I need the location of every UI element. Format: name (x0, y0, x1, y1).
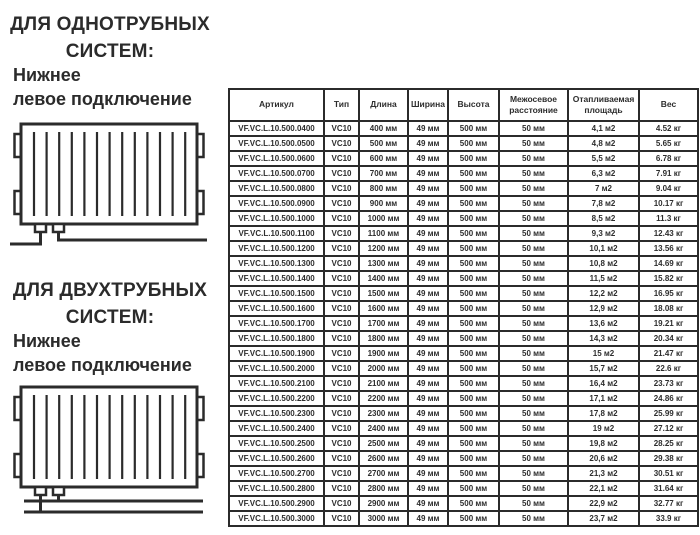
table-row (229, 196, 698, 211)
cell-width: 49 мм (408, 331, 448, 346)
cell-type: VC10 (324, 391, 359, 406)
table-row (229, 211, 698, 226)
cell-article: VF.VC.L.10.500.2900 (229, 496, 324, 511)
cell-width: 49 мм (408, 211, 448, 226)
table-row (229, 511, 698, 526)
cell-heated_area: 19 м2 (568, 421, 639, 436)
cell-length: 2900 мм (359, 496, 408, 511)
table-row (229, 166, 698, 181)
table-row (229, 136, 698, 151)
cell-width: 49 мм (408, 181, 448, 196)
cell-height: 500 мм (448, 271, 499, 286)
radiator-single-pipe-diagram (10, 119, 208, 253)
cell-type: VC10 (324, 181, 359, 196)
cell-weight: 21.47 кг (639, 346, 698, 361)
cell-heated_area: 12,2 м2 (568, 286, 639, 301)
radiator-two-pipe-icon (10, 382, 208, 516)
cell-length: 1200 мм (359, 241, 408, 256)
cell-width: 49 мм (408, 121, 448, 136)
cell-height: 500 мм (448, 196, 499, 211)
cell-height: 500 мм (448, 376, 499, 391)
cell-length: 1900 мм (359, 346, 408, 361)
cell-width: 49 мм (408, 301, 448, 316)
cell-weight: 14.69 кг (639, 256, 698, 271)
cell-type: VC10 (324, 166, 359, 181)
cell-axle_distance: 50 мм (499, 241, 568, 256)
cell-width: 49 мм (408, 466, 448, 481)
table-row (229, 421, 698, 436)
cell-length: 1800 мм (359, 331, 408, 346)
cell-weight: 16.95 кг (639, 286, 698, 301)
cell-type: VC10 (324, 436, 359, 451)
cell-axle_distance: 50 мм (499, 406, 568, 421)
cell-axle_distance: 50 мм (499, 436, 568, 451)
cell-length: 500 мм (359, 136, 408, 151)
cell-length: 1000 мм (359, 211, 408, 226)
cell-width: 49 мм (408, 196, 448, 211)
table-row (229, 391, 698, 406)
two-pipe-section-title (4, 278, 216, 332)
cell-length: 2300 мм (359, 406, 408, 421)
cell-type: VC10 (324, 121, 359, 136)
cell-axle_distance: 50 мм (499, 151, 568, 166)
cell-width: 49 мм (408, 166, 448, 181)
cell-type: VC10 (324, 466, 359, 481)
cell-type: VC10 (324, 331, 359, 346)
cell-axle_distance: 50 мм (499, 316, 568, 331)
cell-type: VC10 (324, 196, 359, 211)
cell-axle_distance: 50 мм (499, 121, 568, 136)
cell-heated_area: 7,8 м2 (568, 196, 639, 211)
cell-axle_distance: 50 мм (499, 196, 568, 211)
cell-type: VC10 (324, 136, 359, 151)
cell-article: VF.VC.L.10.500.1600 (229, 301, 324, 316)
cell-axle_distance: 50 мм (499, 286, 568, 301)
cell-article: VF.VC.L.10.500.1900 (229, 346, 324, 361)
two-pipe-title-line1: ДЛЯ ДВУХТРУБНЫХ (12, 280, 208, 301)
cell-width: 49 мм (408, 226, 448, 241)
cell-height: 500 мм (448, 421, 499, 436)
cell-article: VF.VC.L.10.500.2600 (229, 451, 324, 466)
cell-heated_area: 9,3 м2 (568, 226, 639, 241)
column-header-length: Длина (359, 89, 408, 121)
single-pipe-subtitle-line2: левое подключение (13, 88, 192, 109)
cell-type: VC10 (324, 421, 359, 436)
cell-article: VF.VC.L.10.500.3000 (229, 511, 324, 526)
cell-article: VF.VC.L.10.500.2800 (229, 481, 324, 496)
cell-heated_area: 19,8 м2 (568, 436, 639, 451)
cell-type: VC10 (324, 406, 359, 421)
cell-article: VF.VC.L.10.500.0400 (229, 121, 324, 136)
cell-type: VC10 (324, 226, 359, 241)
cell-article: VF.VC.L.10.500.0900 (229, 196, 324, 211)
cell-length: 2600 мм (359, 451, 408, 466)
cell-width: 49 мм (408, 481, 448, 496)
cell-height: 500 мм (448, 316, 499, 331)
cell-weight: 29.38 кг (639, 451, 698, 466)
cell-axle_distance: 50 мм (499, 481, 568, 496)
cell-article: VF.VC.L.10.500.1400 (229, 271, 324, 286)
column-header-weight: Вес (639, 89, 698, 121)
cell-heated_area: 21,3 м2 (568, 466, 639, 481)
cell-height: 500 мм (448, 181, 499, 196)
cell-heated_area: 15 м2 (568, 346, 639, 361)
cell-weight: 32.77 кг (639, 496, 698, 511)
cell-weight: 11.3 кг (639, 211, 698, 226)
cell-type: VC10 (324, 256, 359, 271)
cell-width: 49 мм (408, 256, 448, 271)
cell-article: VF.VC.L.10.500.0700 (229, 166, 324, 181)
cell-length: 1100 мм (359, 226, 408, 241)
cell-heated_area: 16,4 м2 (568, 376, 639, 391)
column-header-axle_distance: Межосевое расстояние (499, 89, 568, 121)
cell-height: 500 мм (448, 226, 499, 241)
column-header-height: Высота (448, 89, 499, 121)
cell-weight: 24.86 кг (639, 391, 698, 406)
table-row (229, 331, 698, 346)
cell-type: VC10 (324, 496, 359, 511)
cell-heated_area: 7 м2 (568, 181, 639, 196)
cell-weight: 30.51 кг (639, 466, 698, 481)
cell-height: 500 мм (448, 256, 499, 271)
cell-axle_distance: 50 мм (499, 451, 568, 466)
column-header-type: Тип (324, 89, 359, 121)
cell-article: VF.VC.L.10.500.2500 (229, 436, 324, 451)
cell-type: VC10 (324, 286, 359, 301)
cell-width: 49 мм (408, 391, 448, 406)
cell-axle_distance: 50 мм (499, 166, 568, 181)
cell-weight: 20.34 кг (639, 331, 698, 346)
cell-height: 500 мм (448, 301, 499, 316)
cell-type: VC10 (324, 151, 359, 166)
cell-heated_area: 15,7 м2 (568, 361, 639, 376)
cell-weight: 7.91 кг (639, 166, 698, 181)
single-pipe-title-line1: ДЛЯ ОДНОТРУБНЫХ (10, 14, 210, 35)
cell-length: 3000 мм (359, 511, 408, 526)
cell-axle_distance: 50 мм (499, 361, 568, 376)
column-header-article: Артикул (229, 89, 324, 121)
cell-length: 600 мм (359, 151, 408, 166)
cell-length: 1700 мм (359, 316, 408, 331)
cell-heated_area: 23,7 м2 (568, 511, 639, 526)
cell-weight: 33.9 кг (639, 511, 698, 526)
cell-width: 49 мм (408, 316, 448, 331)
cell-weight: 6.78 кг (639, 151, 698, 166)
cell-type: VC10 (324, 376, 359, 391)
cell-length: 2400 мм (359, 421, 408, 436)
cell-height: 500 мм (448, 136, 499, 151)
cell-heated_area: 14,3 м2 (568, 331, 639, 346)
cell-weight: 10.17 кг (639, 196, 698, 211)
table-row (229, 121, 698, 136)
cell-width: 49 мм (408, 271, 448, 286)
cell-axle_distance: 50 мм (499, 181, 568, 196)
single-pipe-section-title (4, 12, 216, 66)
cell-weight: 4.52 кг (639, 121, 698, 136)
cell-axle_distance: 50 мм (499, 211, 568, 226)
cell-article: VF.VC.L.10.500.1800 (229, 331, 324, 346)
cell-width: 49 мм (408, 346, 448, 361)
cell-width: 49 мм (408, 496, 448, 511)
cell-width: 49 мм (408, 421, 448, 436)
cell-axle_distance: 50 мм (499, 136, 568, 151)
cell-article: VF.VC.L.10.500.2200 (229, 391, 324, 406)
cell-length: 900 мм (359, 196, 408, 211)
two-pipe-subtitle-line1: Нижнее (13, 331, 81, 351)
cell-weight: 27.12 кг (639, 421, 698, 436)
cell-height: 500 мм (448, 121, 499, 136)
cell-weight: 25.99 кг (639, 406, 698, 421)
table-row (229, 361, 698, 376)
cell-article: VF.VC.L.10.500.1200 (229, 241, 324, 256)
cell-length: 1400 мм (359, 271, 408, 286)
table-row (229, 406, 698, 421)
cell-weight: 12.43 кг (639, 226, 698, 241)
column-header-width: Ширина (408, 89, 448, 121)
cell-article: VF.VC.L.10.500.0600 (229, 151, 324, 166)
cell-article: VF.VC.L.10.500.2400 (229, 421, 324, 436)
single-pipe-section-subtitle (13, 64, 225, 112)
radiator-single-pipe-icon (10, 119, 208, 253)
cell-type: VC10 (324, 301, 359, 316)
cell-heated_area: 22,9 м2 (568, 496, 639, 511)
cell-length: 700 мм (359, 166, 408, 181)
cell-height: 500 мм (448, 361, 499, 376)
cell-length: 2200 мм (359, 391, 408, 406)
cell-height: 500 мм (448, 241, 499, 256)
cell-heated_area: 4,8 м2 (568, 136, 639, 151)
cell-height: 500 мм (448, 481, 499, 496)
cell-heated_area: 17,8 м2 (568, 406, 639, 421)
cell-weight: 18.08 кг (639, 301, 698, 316)
cell-length: 2700 мм (359, 466, 408, 481)
table-row (229, 241, 698, 256)
cell-type: VC10 (324, 271, 359, 286)
cell-height: 500 мм (448, 436, 499, 451)
cell-heated_area: 22,1 м2 (568, 481, 639, 496)
cell-type: VC10 (324, 511, 359, 526)
column-header-heated_area: Отапливаемая площадь (568, 89, 639, 121)
cell-height: 500 мм (448, 496, 499, 511)
cell-weight: 23.73 кг (639, 376, 698, 391)
cell-height: 500 мм (448, 286, 499, 301)
cell-heated_area: 17,1 м2 (568, 391, 639, 406)
cell-length: 400 мм (359, 121, 408, 136)
cell-axle_distance: 50 мм (499, 496, 568, 511)
cell-heated_area: 10,8 м2 (568, 256, 639, 271)
cell-weight: 31.64 кг (639, 481, 698, 496)
cell-width: 49 мм (408, 376, 448, 391)
cell-type: VC10 (324, 241, 359, 256)
table-row (229, 226, 698, 241)
cell-article: VF.VC.L.10.500.2000 (229, 361, 324, 376)
table-row (229, 256, 698, 271)
cell-article: VF.VC.L.10.500.1500 (229, 286, 324, 301)
cell-weight: 5.65 кг (639, 136, 698, 151)
radiator-two-pipe-diagram (10, 382, 208, 516)
cell-type: VC10 (324, 481, 359, 496)
cell-axle_distance: 50 мм (499, 511, 568, 526)
table-row (229, 451, 698, 466)
cell-type: VC10 (324, 211, 359, 226)
cell-heated_area: 4,1 м2 (568, 121, 639, 136)
cell-length: 2000 мм (359, 361, 408, 376)
cell-heated_area: 11,5 м2 (568, 271, 639, 286)
table-row (229, 436, 698, 451)
two-pipe-title-line2: СИСТЕМ: (65, 306, 155, 328)
cell-heated_area: 6,3 м2 (568, 166, 639, 181)
cell-height: 500 мм (448, 511, 499, 526)
cell-axle_distance: 50 мм (499, 421, 568, 436)
table-row (229, 376, 698, 391)
cell-height: 500 мм (448, 211, 499, 226)
cell-weight: 28.25 кг (639, 436, 698, 451)
cell-length: 2800 мм (359, 481, 408, 496)
cell-type: VC10 (324, 451, 359, 466)
cell-article: VF.VC.L.10.500.2100 (229, 376, 324, 391)
cell-axle_distance: 50 мм (499, 346, 568, 361)
spec-table-wrap (228, 88, 699, 527)
table-row (229, 466, 698, 481)
cell-weight: 19.21 кг (639, 316, 698, 331)
table-row (229, 316, 698, 331)
cell-article: VF.VC.L.10.500.1700 (229, 316, 324, 331)
cell-article: VF.VC.L.10.500.1000 (229, 211, 324, 226)
cell-type: VC10 (324, 316, 359, 331)
cell-width: 49 мм (408, 151, 448, 166)
spec-table (228, 88, 699, 527)
cell-height: 500 мм (448, 391, 499, 406)
cell-height: 500 мм (448, 346, 499, 361)
cell-length: 1600 мм (359, 301, 408, 316)
cell-heated_area: 12,9 м2 (568, 301, 639, 316)
spec-table-body (229, 121, 698, 526)
table-row (229, 181, 698, 196)
cell-axle_distance: 50 мм (499, 301, 568, 316)
cell-height: 500 мм (448, 466, 499, 481)
cell-height: 500 мм (448, 451, 499, 466)
spec-table-header-row (229, 89, 698, 121)
cell-heated_area: 10,1 м2 (568, 241, 639, 256)
cell-height: 500 мм (448, 406, 499, 421)
cell-type: VC10 (324, 361, 359, 376)
cell-article: VF.VC.L.10.500.2300 (229, 406, 324, 421)
cell-axle_distance: 50 мм (499, 256, 568, 271)
cell-article: VF.VC.L.10.500.2700 (229, 466, 324, 481)
cell-heated_area: 8,5 м2 (568, 211, 639, 226)
cell-weight: 15.82 кг (639, 271, 698, 286)
table-row (229, 271, 698, 286)
cell-article: VF.VC.L.10.500.1100 (229, 226, 324, 241)
two-pipe-section-subtitle (13, 330, 225, 378)
cell-length: 2100 мм (359, 376, 408, 391)
cell-weight: 9.04 кг (639, 181, 698, 196)
table-row (229, 496, 698, 511)
cell-article: VF.VC.L.10.500.0500 (229, 136, 324, 151)
cell-width: 49 мм (408, 451, 448, 466)
cell-width: 49 мм (408, 436, 448, 451)
cell-length: 800 мм (359, 181, 408, 196)
cell-axle_distance: 50 мм (499, 271, 568, 286)
table-row (229, 481, 698, 496)
table-row (229, 301, 698, 316)
table-row (229, 286, 698, 301)
cell-width: 49 мм (408, 361, 448, 376)
cell-axle_distance: 50 мм (499, 466, 568, 481)
cell-width: 49 мм (408, 511, 448, 526)
cell-article: VF.VC.L.10.500.1300 (229, 256, 324, 271)
cell-width: 49 мм (408, 286, 448, 301)
cell-axle_distance: 50 мм (499, 391, 568, 406)
cell-length: 2500 мм (359, 436, 408, 451)
cell-axle_distance: 50 мм (499, 331, 568, 346)
cell-weight: 22.6 кг (639, 361, 698, 376)
cell-length: 1300 мм (359, 256, 408, 271)
cell-heated_area: 13,6 м2 (568, 316, 639, 331)
cell-height: 500 мм (448, 166, 499, 181)
two-pipe-subtitle-line2: левое подключение (13, 354, 192, 375)
single-pipe-title-line2: СИСТЕМ: (65, 40, 155, 62)
cell-heated_area: 20,6 м2 (568, 451, 639, 466)
cell-width: 49 мм (408, 241, 448, 256)
cell-height: 500 мм (448, 151, 499, 166)
cell-weight: 13.56 кг (639, 241, 698, 256)
cell-length: 1500 мм (359, 286, 408, 301)
single-pipe-subtitle-line1: Нижнее (13, 65, 81, 85)
cell-heated_area: 5,5 м2 (568, 151, 639, 166)
table-row (229, 151, 698, 166)
cell-width: 49 мм (408, 136, 448, 151)
cell-width: 49 мм (408, 406, 448, 421)
table-row (229, 346, 698, 361)
cell-article: VF.VC.L.10.500.0800 (229, 181, 324, 196)
cell-type: VC10 (324, 346, 359, 361)
cell-axle_distance: 50 мм (499, 226, 568, 241)
cell-height: 500 мм (448, 331, 499, 346)
cell-axle_distance: 50 мм (499, 376, 568, 391)
